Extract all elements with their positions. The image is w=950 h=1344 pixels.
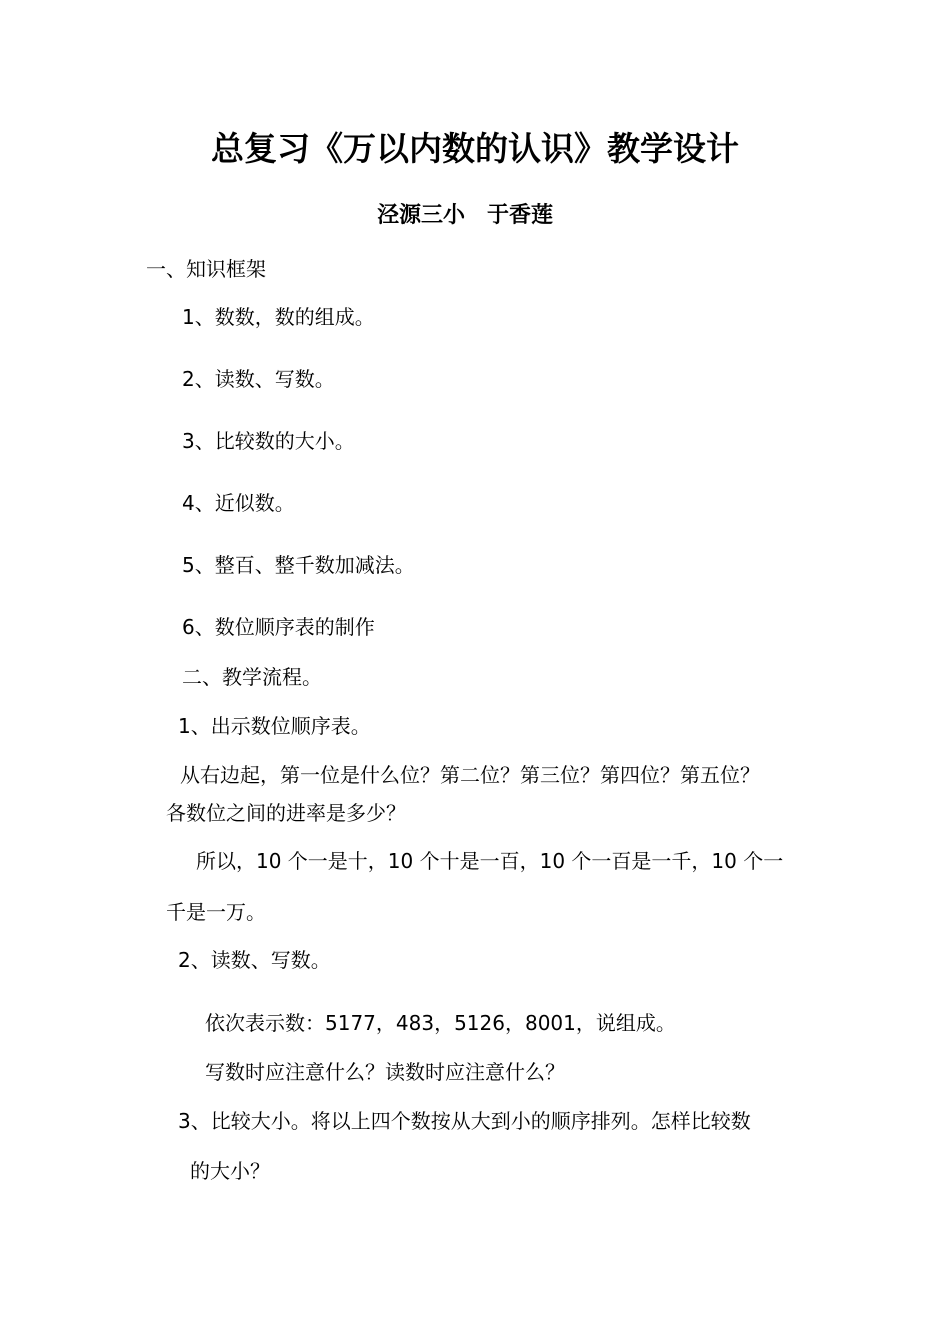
flow-paragraph-line: 依次表示数：5177，483，5126，8001，说组成。 [205,1011,676,1035]
document-author: 泾源三小 于香莲 [376,203,553,228]
flow-step-2: 2、读数、写数。 [178,948,331,972]
flow-paragraph-line: 写数时应注意什么？读数时应注意什么？ [205,1060,565,1084]
framework-item-1: 1、数数，数的组成。 [182,305,375,329]
flow-paragraph-line: 的大小？ [190,1159,270,1183]
flow-paragraph-line: 所以，10 个一是十，10 个十是一百，10 个一百是一千，10 个一 [196,849,784,873]
flow-paragraph-line: 千是一万。 [166,900,266,924]
framework-item-2: 2、读数、写数。 [182,367,335,391]
flow-step-3: 3、比较大小。将以上四个数按从大到小的顺序排列。怎样比较数 [178,1109,751,1133]
section1-heading: 一、知识框架 [146,257,266,281]
framework-item-5: 5、整百、整千数加减法。 [182,553,415,577]
framework-item-3: 3、比较数的大小。 [182,429,355,453]
section2-heading: 二、教学流程。 [182,665,322,689]
flow-paragraph-line: 各数位之间的进率是多少？ [166,801,406,825]
flow-step-1: 1、出示数位顺序表。 [178,714,371,738]
framework-item-4: 4、近似数。 [182,491,295,515]
flow-paragraph-line: 从右边起，第一位是什么位？第二位？第三位？第四位？第五位？ [180,763,760,787]
document-title: 总复习《万以内数的认识》教学设计 [211,129,739,168]
framework-item-6: 6、数位顺序表的制作 [182,615,375,639]
